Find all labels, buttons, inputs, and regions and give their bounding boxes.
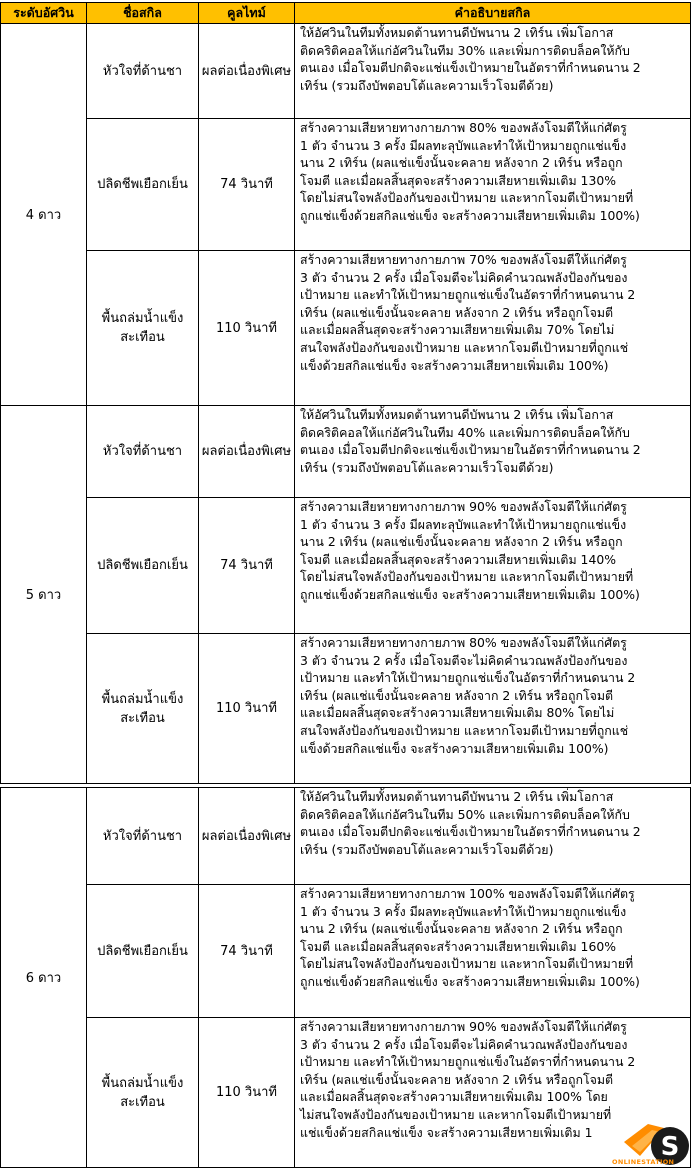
skill-description: ให้อัศวินในทีมทั้งหมดต้านทานดีบัพนาน 2 เทิร์น เพิ่มโอกาส ติดคริติคอลให้แก่อัศวินในทีม 50% และเพิ่มการติดบล็อคให้กับ ตนเอง เมื่อโจมตีปกติจะแช่แข็งเป้าหมายในอัตราที่กำหนดนาน 2 เทิร์น (รวมถึงบัพตอบโต้และความเร็วโจมตีด้วย) — [295, 788, 691, 885]
skill-cooldown: 110 วินาที — [199, 634, 295, 784]
header-cooldown: คูลไทม์ — [199, 3, 295, 24]
skill-table-top — [0, 2, 691, 784]
skill-description: สร้างความเสียหายทางกายภาพ 80% ของพลังโจมตีให้แก่ศัตรู 3 ตัว จำนวน 2 ครั้ง เมื่อโจมตีจะไม่คิดคำนวณพลังป้องกันของ เป้าหมาย และทำให้เป้าหมายถูกแช่แข็งในอัตราที่กำหนดนาน 2 เทิร์น (ผลแช่แข็งนั้นจะคลาย หลังจาก 2 เทิร์น หรือถูกโจมตี และเมื่อผลสิ้นสุดจะสร้างความเสียหายเพิ่มเติม 80% โดยไม่ สนใจพลังป้องกันของเป้าหมาย และหากโจมตีเป้าหมายที่ถูกแช่ แข็งด้วยสกิลแช่แข็ง จะสร้างความเสียหายเพิ่มเติม 100%) — [295, 634, 691, 784]
star-level-5: 5 ดาว — [1, 406, 87, 784]
skill-cooldown: 74 วินาที — [199, 498, 295, 634]
skill-description: สร้างความเสียหายทางกายภาพ 100% ของพลังโจมตีให้แก่ศัตรู 1 ตัว จำนวน 3 ครั้ง มีผลทะลุบัพและทำให้เป้าหมายถูกแช่แข็ง นาน 2 เทิร์น (ผลแช่แข็งนั้นจะคลาย หลังจาก 2 เทิร์น หรือถูก โจมตี และเมื่อผลสิ้นสุดจะสร้างความเสียหายเพิ่มเติม 160% โดยไม่สนใจพลังป้องกันของเป้าหมาย และหากโจมตีเป้าหมายที่ ถูกแช่แข็งด้วยสกิลแช่แข็ง จะสร้างความเสียหายเพิ่มเติม 100%) — [295, 885, 691, 1018]
skill-table-bottom — [0, 787, 691, 1168]
skill-description: ให้อัศวินในทีมทั้งหมดต้านทานดีบัพนาน 2 เทิร์น เพิ่มโอกาส ติดคริติคอลให้แก่อัศวินในทีม 40% และเพิ่มการติดบล็อคให้กับ ตนเอง เมื่อโจมตีปกติจะแช่แข็งเป้าหมายในอัตราที่กำหนดนาน 2 เทิร์น (รวมถึงบัพตอบโต้และความเร็วโจมตีด้วย) — [295, 406, 691, 498]
logo-wordmark: ONLINESTATION — [612, 1158, 675, 1166]
skill-description: ให้อัศวินในทีมทั้งหมดต้านทานดีบัพนาน 2 เทิร์น เพิ่มโอกาส ติดคริติคอลให้แก่อัศวินในทีม 30% และเพิ่มการติดบล็อคให้กับ ตนเอง เมื่อโจมตีปกติจะแช่แข็งเป้าหมายในอัตราที่กำหนดนาน 2 เทิร์น (รวมถึงบัพตอบโต้และความเร็วโจมตีด้วย) — [295, 24, 691, 119]
table-row — [1, 119, 691, 251]
skill-name: ปลิดชีพเยือกเย็น — [87, 885, 199, 1018]
skill-cooldown: 74 วินาที — [199, 119, 295, 251]
table-row — [1, 634, 691, 784]
skill-cooldown: ผลต่อเนื่องพิเศษ — [199, 24, 295, 119]
skill-name: หัวใจที่ด้านชา — [87, 406, 199, 498]
logo-letter: S — [660, 1132, 680, 1162]
table-row — [1, 498, 691, 634]
skill-cooldown: 74 วินาที — [199, 885, 295, 1018]
skill-cooldown: ผลต่อเนื่องพิเศษ — [199, 406, 295, 498]
skill-name: หัวใจที่ด้านชา — [87, 24, 199, 119]
table-row — [1, 788, 691, 885]
table-row — [1, 885, 691, 1018]
skill-name: ปลิดชีพเยือกเย็น — [87, 119, 199, 251]
skill-cooldown: 110 วินาที — [199, 1018, 295, 1168]
table-row — [1, 24, 691, 119]
table-row — [1, 251, 691, 406]
skill-cooldown: 110 วินาที — [199, 251, 295, 406]
skill-name: ปลิดชีพเยือกเย็น — [87, 498, 199, 634]
header-star: ระดับอัศวิน — [1, 3, 87, 24]
star-level-6: 6 ดาว — [1, 788, 87, 1168]
header-skill: ชื่อสกิล — [87, 3, 199, 24]
skill-description: สร้างความเสียหายทางกายภาพ 70% ของพลังโจมตีให้แก่ศัตรู 3 ตัว จำนวน 2 ครั้ง เมื่อโจมตีจะไม่คิดคำนวณพลังป้องกันของ เป้าหมาย และทำให้เป้าหมายถูกแช่แข็งในอัตราที่กำหนดนาน 2 เทิร์น (ผลแช่แข็งนั้นจะคลาย หลังจาก 2 เทิร์น หรือถูกโจมตี และเมื่อผลสิ้นสุดจะสร้างความเสียหายเพิ่มเติม 70% โดยไม่ สนใจพลังป้องกันของเป้าหมาย และหากโจมตีเป้าหมายที่ถูกแช่ แข็งด้วยสกิลแช่แข็ง จะสร้างความเสียหายเพิ่มเติม 100%) — [295, 251, 691, 406]
skill-description: สร้างความเสียหายทางกายภาพ 90% ของพลังโจมตีให้แก่ศัตรู 1 ตัว จำนวน 3 ครั้ง มีผลทะลุบัพและทำให้เป้าหมายถูกแช่แข็ง นาน 2 เทิร์น (ผลแช่แข็งนั้นจะคลาย หลังจาก 2 เทิร์น หรือถูก โจมตี และเมื่อผลสิ้นสุดจะสร้างความเสียหายเพิ่มเติม 140% โดยไม่สนใจพลังป้องกันของเป้าหมาย และหากโจมตีเป้าหมายที่ ถูกแช่แข็งด้วยสกิลแช่แข็ง จะสร้างความเสียหายเพิ่มเติม 100%) — [295, 498, 691, 634]
header-description: คำอธิบายสกิล — [295, 3, 691, 24]
skill-name: หัวใจที่ด้านชา — [87, 788, 199, 885]
table-row — [1, 406, 691, 498]
skill-description: สร้างความเสียหายทางกายภาพ 80% ของพลังโจมตีให้แก่ศัตรู 1 ตัว จำนวน 3 ครั้ง มีผลทะลุบัพและทำให้เป้าหมายถูกแช่แข็ง นาน 2 เทิร์น (ผลแช่แข็งนั้นจะคลาย หลังจาก 2 เทิร์น หรือถูก โจมตี และเมื่อผลสิ้นสุดจะสร้างความเสียหายเพิ่มเติม 130% โดยไม่สนใจพลังป้องกันของเป้าหมาย และหากโจมตีเป้าหมายที่ ถูกแช่แข็งด้วยสกิลแช่แข็ง จะสร้างความเสียหายเพิ่มเติม 100%) — [295, 119, 691, 251]
table-row — [1, 1018, 691, 1168]
skill-name: พื้นถล่มน้ำแข็งสะเทือน — [87, 251, 199, 406]
skill-cooldown: ผลต่อเนื่องพิเศษ — [199, 788, 295, 885]
skill-description: สร้างความเสียหายทางกายภาพ 90% ของพลังโจมตีให้แก่ศัตรู 3 ตัว จำนวน 2 ครั้ง เมื่อโจมตีจะไม่คิดคำนวณพลังป้องกันของ เป้าหมาย และทำให้เป้าหมายถูกแช่แข็งในอัตราที่กำหนดนาน 2 เทิร์น (ผลแช่แข็งนั้นจะคลาย หลังจาก 2 เทิร์น หรือถูกโจมตี และเมื่อผลสิ้นสุดจะสร้างความเสียหายเพิ่มเติม 100% โดย ไม่สนใจพลังป้องกันของเป้าหมาย และหากโจมตีเป้าหมายที่ แช่แข็งด้วยสกิลแช่แข็ง จะสร้างความเสียหายเพิ่มเติม 1 — [295, 1018, 691, 1168]
star-level-4: 4 ดาว — [1, 24, 87, 406]
header-row — [1, 3, 691, 24]
skill-name: พื้นถล่มน้ำแข็งสะเทือน — [87, 1018, 199, 1168]
skill-name: พื้นถล่มน้ำแข็งสะเทือน — [87, 634, 199, 784]
